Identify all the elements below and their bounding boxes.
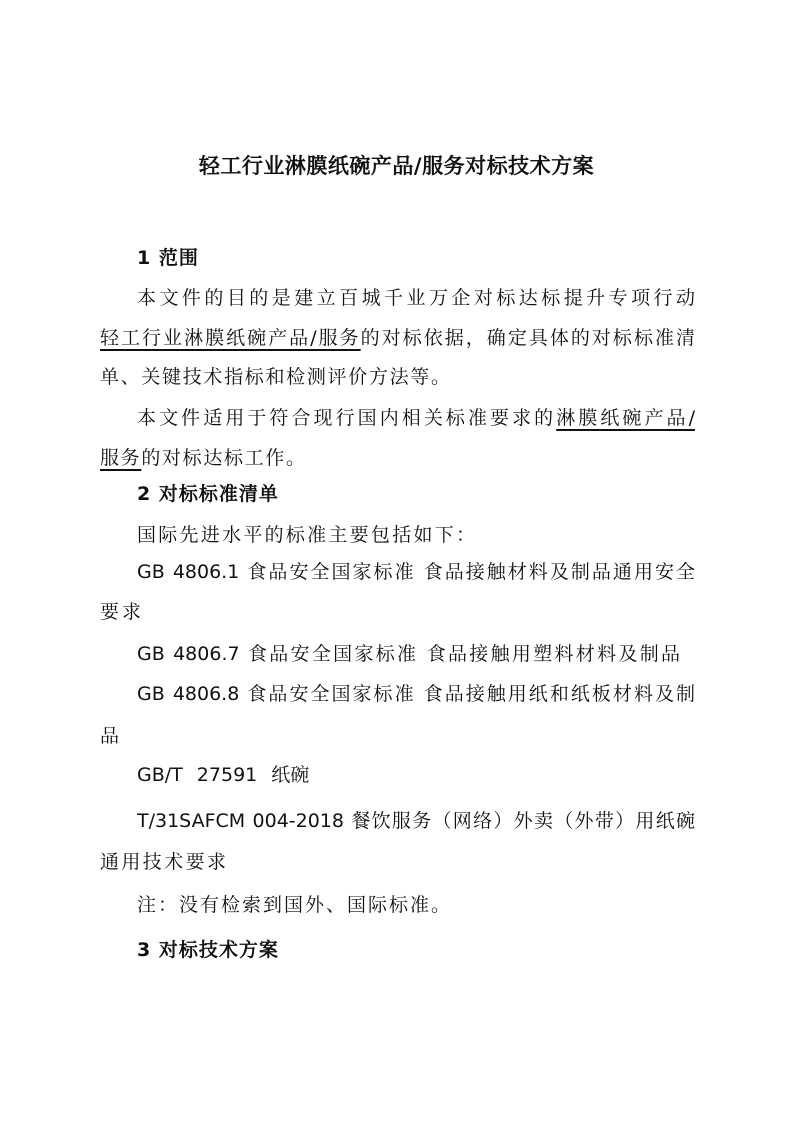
underlined-term: 服务 <box>100 447 142 469</box>
standard-item-cont: 要求 <box>100 601 145 623</box>
standard-item <box>137 681 695 707</box>
text: 的对标依据，确定具体的对标标准清 <box>360 327 695 349</box>
standard-code: GB 4806.8 <box>137 683 240 705</box>
underlined-term: 轻工行业淋膜纸碗产品/服务 <box>100 327 361 349</box>
section-2-heading: 2 对标标准清单 <box>137 483 279 505</box>
standard-name: 纸碗 <box>271 764 310 786</box>
standard-item <box>137 762 309 788</box>
standard-item <box>137 641 680 667</box>
standard-item <box>137 559 695 585</box>
note: 注：没有检索到国外、国际标准。 <box>137 894 450 916</box>
paragraph-line <box>100 325 695 351</box>
standard-name: 食品安全国家标准 食品接触用塑料材料及制品 <box>247 643 681 665</box>
standard-code: GB 4806.1 <box>137 561 240 583</box>
text: 本文件适用于符合现行国内相关标准要求的 <box>137 407 557 429</box>
standard-code: T/31SAFCM 004-2018 <box>137 810 344 832</box>
paragraph-line: 本文件的目的是建立百城千业万企对标达标提升专项行动 <box>137 287 695 309</box>
paragraph-line: 国际先进水平的标准主要包括如下： <box>137 524 475 546</box>
standard-name: 食品安全国家标准 食品接触材料及制品通用安全 <box>247 561 696 583</box>
section-3-heading: 3 对标技术方案 <box>137 939 279 961</box>
standard-name: 餐饮服务（网络）外卖（外带）用纸碗 <box>351 810 695 832</box>
document-title: 轻工行业淋膜纸碗产品/服务对标技术方案 <box>198 154 595 178</box>
standard-code: GB 4806.7 <box>137 643 240 665</box>
paragraph-line <box>137 405 695 431</box>
standard-code: GB/T 27591 <box>137 764 258 786</box>
standard-item-cont: 通用技术要求 <box>100 851 226 873</box>
standard-item <box>137 808 695 834</box>
paragraph-line <box>100 445 305 471</box>
text: 的对标达标工作。 <box>141 447 305 469</box>
standard-item-cont: 品 <box>100 725 120 747</box>
underlined-term: 淋膜纸碗产品/ <box>556 407 695 429</box>
standard-name: 食品安全国家标准 食品接触用纸和纸板材料及制 <box>247 683 696 705</box>
paragraph-line: 单、关键技术指标和检测评价方法等。 <box>100 366 450 388</box>
section-1-heading: 1 范围 <box>137 247 199 269</box>
